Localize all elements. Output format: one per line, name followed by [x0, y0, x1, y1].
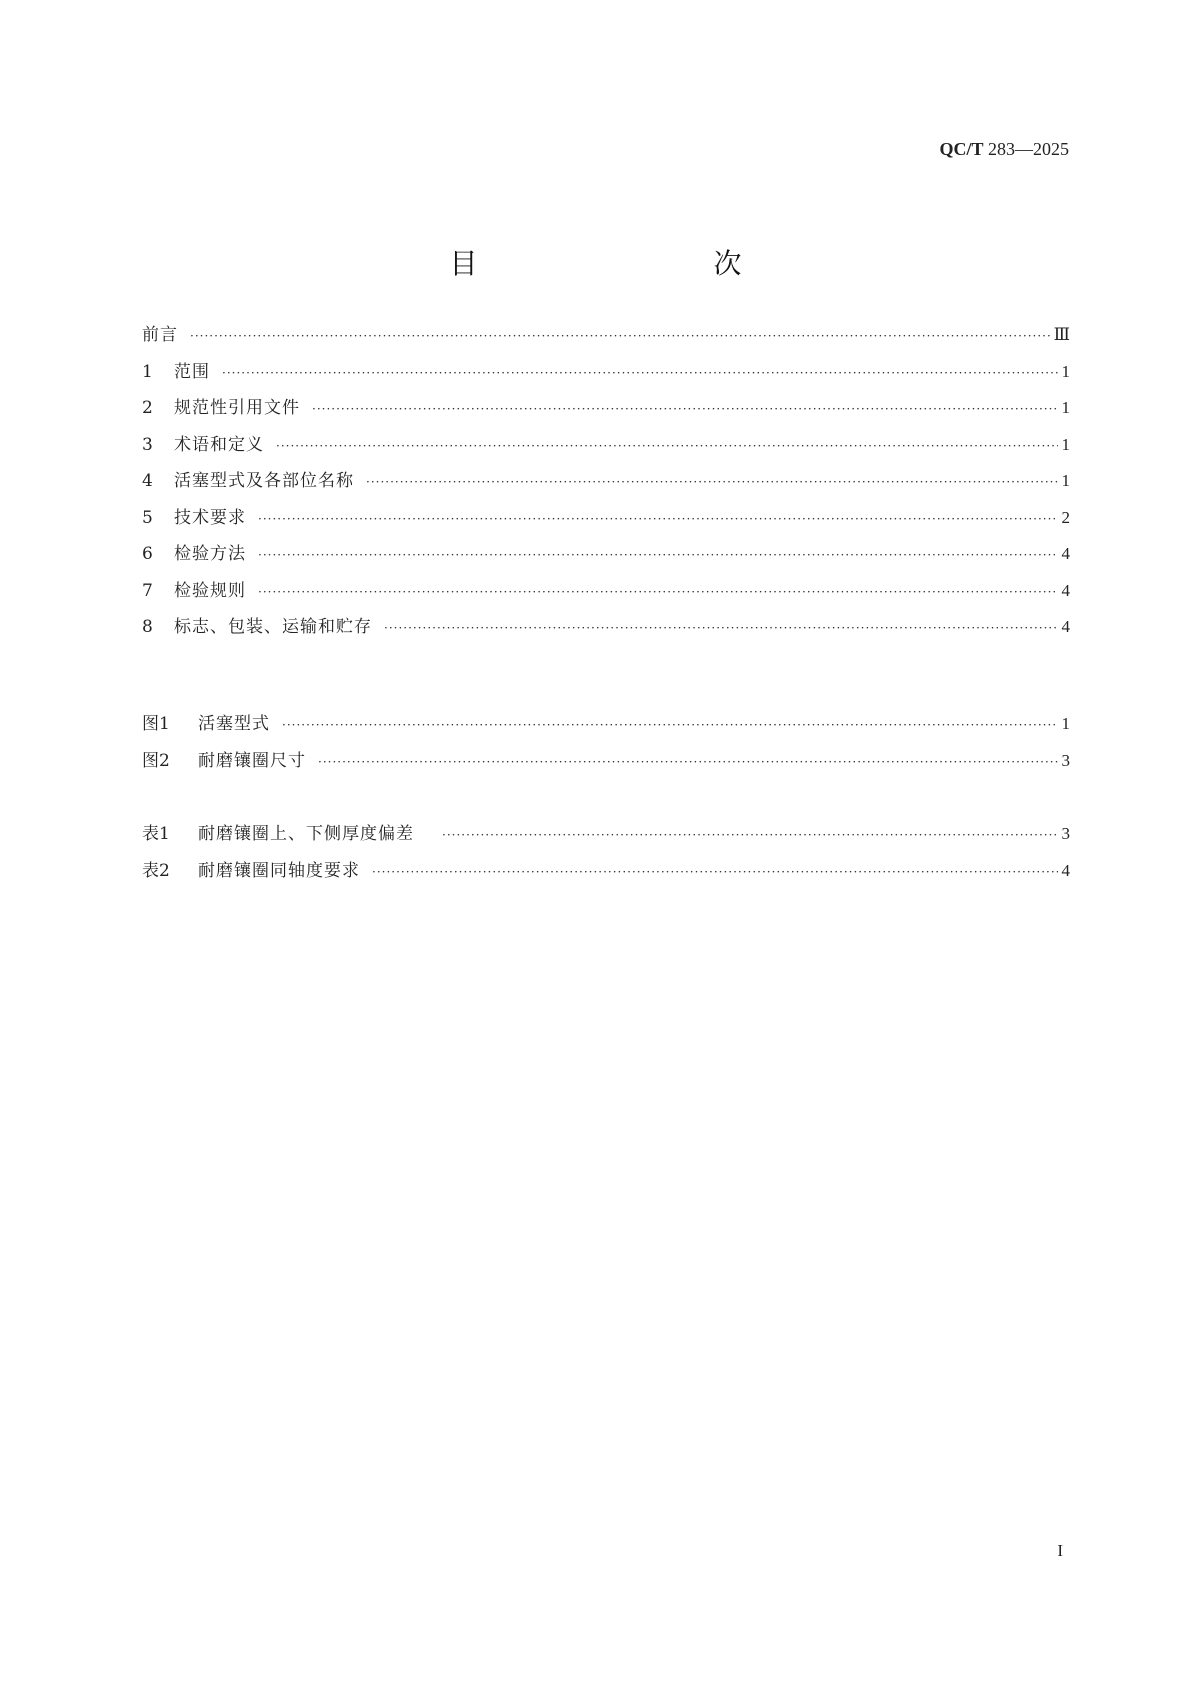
toc-entry-number: 2 — [142, 398, 153, 418]
toc-entry-number: 8 — [142, 617, 153, 637]
toc-entry-number: 7 — [142, 580, 153, 601]
toc-entry-page: 4 — [1061, 617, 1070, 636]
toc-entry-page: 1 — [1061, 434, 1070, 454]
toc-entry-page: 4 — [1061, 544, 1070, 563]
toc-figure-page: 3 — [1061, 750, 1070, 770]
toc-entry-page: 1 — [1061, 361, 1070, 381]
toc-entry-label: 技术要求 — [174, 507, 246, 528]
toc-table-number: 表2 — [142, 860, 170, 881]
toc-entry-label: 检验方法 — [174, 544, 246, 564]
toc-entry-label: 检验规则 — [174, 580, 246, 601]
toc-sections — [142, 317, 1070, 646]
toc-figure-label: 活塞型式 — [198, 714, 270, 734]
toc-table-label: 耐磨镶圈同轴度要求 — [198, 860, 360, 881]
toc-entry-number: 4 — [142, 471, 153, 491]
toc-entry-4[interactable] — [142, 463, 1070, 500]
toc-leader-dots — [258, 501, 1058, 538]
toc-entry-page: 1 — [1061, 398, 1070, 417]
toc-figure-number: 图2 — [142, 750, 170, 771]
toc-figure-2[interactable] — [142, 743, 1070, 780]
toc-entry-label: 活塞型式及各部位名称 — [174, 471, 354, 491]
toc-leader-dots — [222, 355, 1058, 392]
toc-entry-page: Ⅲ — [1053, 325, 1070, 344]
toc-leader-dots — [318, 744, 1058, 781]
toc-entry-6[interactable] — [142, 536, 1070, 573]
toc-leader-dots — [190, 318, 1050, 355]
standard-code-number: 283—2025 — [988, 139, 1069, 159]
toc-leader-dots — [442, 817, 1058, 854]
page-title: 目 次 — [449, 247, 802, 280]
toc-leader-dots — [384, 610, 1058, 647]
standard-code-prefix: QC/T — [939, 139, 984, 159]
toc-tables — [142, 816, 1070, 889]
toc-entry-label: 规范性引用文件 — [174, 398, 300, 418]
toc-leader-dots — [258, 537, 1058, 574]
toc-figure-1[interactable] — [142, 706, 1070, 743]
toc-entry-number: 6 — [142, 544, 153, 564]
toc-entry-5[interactable] — [142, 500, 1070, 537]
toc-leader-dots — [312, 391, 1058, 428]
toc-figure-page: 1 — [1061, 714, 1070, 733]
toc-leader-dots — [372, 854, 1058, 891]
toc-leader-dots — [366, 464, 1058, 501]
toc-entry-page: 2 — [1061, 507, 1070, 527]
page-number: I — [1057, 1541, 1063, 1560]
toc-entry-7[interactable] — [142, 573, 1070, 610]
toc-table-page: 3 — [1061, 824, 1070, 843]
toc-entry-page: 4 — [1061, 580, 1070, 600]
toc-entry-3[interactable] — [142, 427, 1070, 464]
toc-leader-dots — [282, 707, 1058, 744]
toc-entry-label: 范围 — [174, 361, 210, 382]
toc-leader-dots — [258, 574, 1058, 611]
toc-entry-preface[interactable] — [142, 317, 1070, 354]
toc-table-page: 4 — [1061, 860, 1070, 880]
toc-entry-label: 前言 — [142, 325, 178, 345]
toc-figure-number: 图1 — [142, 714, 170, 734]
toc-table-1[interactable] — [142, 816, 1070, 853]
toc-table-2[interactable] — [142, 853, 1070, 890]
toc-figure-label: 耐磨镶圈尺寸 — [198, 750, 306, 771]
toc-table-label: 耐磨镶圈上、下侧厚度偏差 — [198, 824, 414, 844]
toc-entry-number: 3 — [142, 434, 153, 455]
toc-leader-dots — [276, 428, 1058, 465]
toc-entry-2[interactable] — [142, 390, 1070, 427]
standard-code — [939, 139, 1069, 160]
toc-entry-1[interactable] — [142, 354, 1070, 391]
toc-entry-number: 1 — [142, 361, 153, 382]
toc-entry-label: 标志、包装、运输和贮存 — [174, 617, 372, 637]
toc-entry-8[interactable] — [142, 609, 1070, 646]
toc-entry-number: 5 — [142, 507, 153, 528]
toc-table-number: 表1 — [142, 824, 170, 844]
toc-figures — [142, 706, 1070, 779]
toc-entry-page: 1 — [1061, 471, 1070, 490]
toc-entry-label: 术语和定义 — [174, 434, 264, 455]
